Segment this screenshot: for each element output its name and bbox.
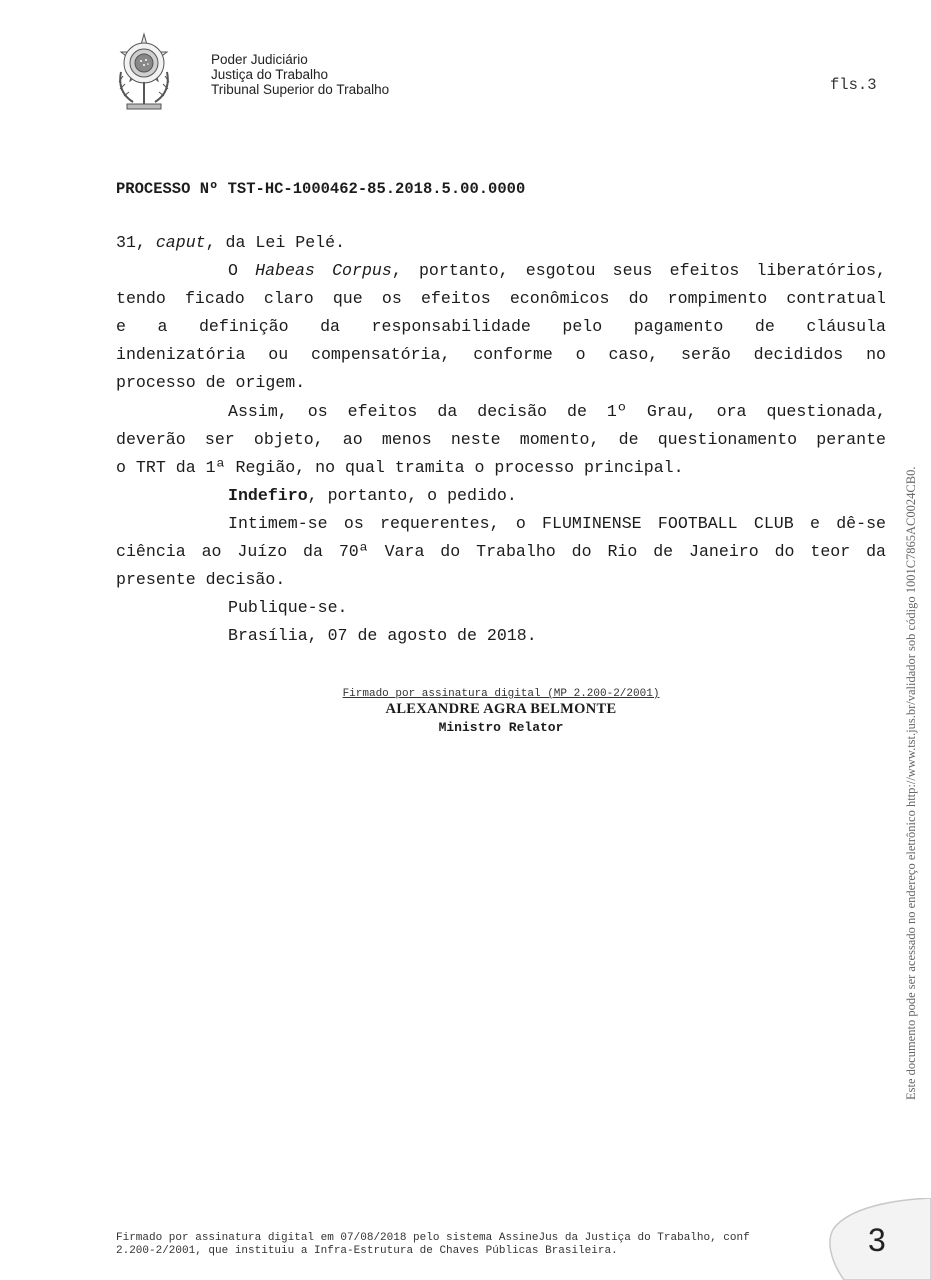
body-line: deverão ser objeto, ao menos neste momento, de questionamento perante — [116, 429, 886, 449]
org-line-labor-justice: Justiça do Trabalho — [211, 67, 329, 82]
body-line: tendo ficado claro que os efeitos econômicos do rompimento contratual — [116, 289, 886, 309]
footer-note — [116, 1232, 836, 1257]
footer-line-1: Firmado por assinatura digital em 07/08/2018 pelo sistema AssineJus da Justiça do Trabalho, conf — [116, 1232, 750, 1244]
body-line: Intimem-se os requerentes, o FLUMINENSE FOOTBALL CLUB e dê-se — [228, 513, 886, 533]
bold-indefiro: Indefiro — [228, 485, 308, 505]
signer-name: ALEXANDRE AGRA BELMONTE — [385, 701, 617, 717]
signature-note: Firmado por assinatura digital (MP 2.200-2/2001) — [342, 688, 660, 700]
signature-block — [116, 688, 886, 735]
body-line: processo de origem. — [116, 373, 306, 393]
body-line: Brasília, 07 de agosto de 2018. — [228, 626, 537, 646]
coat-of-arms-icon — [113, 32, 175, 114]
body-line — [116, 257, 886, 285]
italic-habeas-corpus: Habeas Corpus — [255, 261, 392, 281]
text-span: 31, — [116, 233, 156, 252]
body-line: e a definição da responsabilidade pelo pagamento de cláusula — [116, 317, 886, 337]
folio-label: fls.3 — [830, 76, 877, 94]
org-line-court: Tribunal Superior do Trabalho — [211, 82, 390, 97]
body-line: presente decisão. — [116, 570, 286, 590]
organization-header — [211, 52, 389, 97]
body-line: indenizatória ou compensatória, conforme o caso, serão decididos no — [116, 345, 886, 365]
text-span: , da Lei Pelé. — [205, 233, 346, 252]
body-line: ciência ao Juízo da 70ª Vara do Trabalho do Rio de Janeiro do teor da — [116, 542, 886, 562]
body-line — [116, 229, 886, 257]
text-span: O — [228, 261, 256, 281]
body-line: o TRT da 1ª Região, no qual tramita o processo principal. — [116, 457, 684, 477]
body-line: Publique-se. — [228, 598, 348, 618]
footer-line-2: 2.200-2/2001, que instituiu a Infra-Estrutura de Chaves Públicas Brasileira. — [116, 1244, 618, 1257]
text-span: , portanto, o pedido. — [307, 485, 517, 505]
text-span: , portanto, esgotou seus efeitos liberatórios, — [391, 261, 887, 281]
italic-caput: caput — [155, 233, 206, 252]
process-title: PROCESSO Nº TST-HC-1000462-85.2018.5.00.0000 — [116, 180, 526, 198]
validation-side-note: Este documento pode ser acessado no endereço eletrônico http://www.tst.jus.br/validador sob código 1001C7865AC0024CB0. — [904, 466, 918, 1100]
org-line-judiciary: Poder Judiciário — [211, 52, 308, 67]
body-line — [116, 482, 886, 510]
body-line: Assim, os efeitos da decisão de 1º Grau, ora questionada, — [228, 401, 886, 421]
page-number: 3 — [868, 1222, 886, 1258]
document-body — [116, 229, 886, 650]
signer-role: Ministro Relator — [438, 720, 564, 735]
